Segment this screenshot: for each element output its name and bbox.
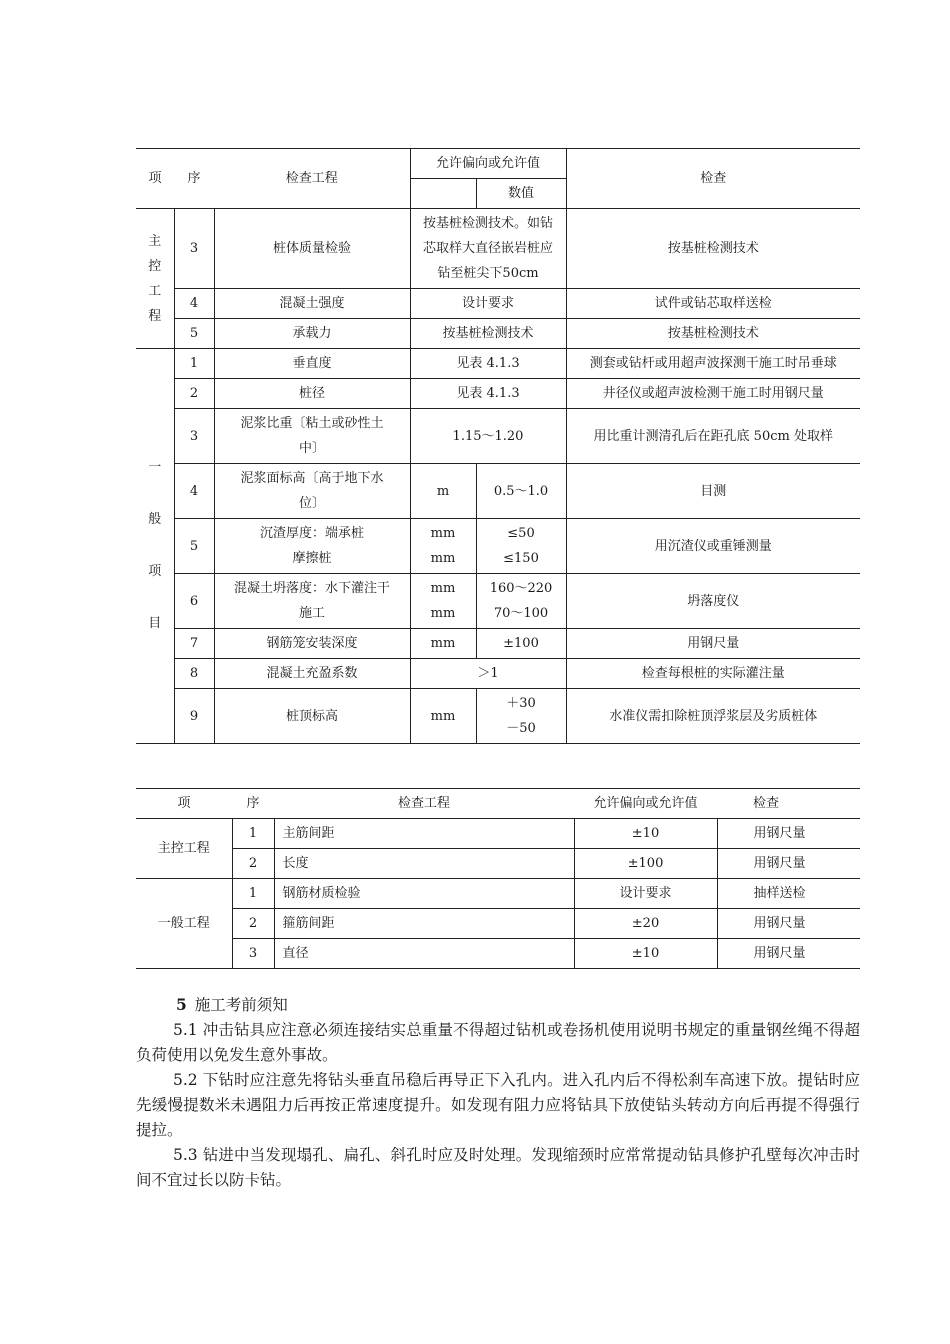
paragraph: 5.2 下钻时应注意先将钻头垂直吊稳后再导正下入孔内。进入孔内后不得松刹车高速下放。提钻时应先缓慢提数米未遇阻力后再按正常速度提升。如发现有阻力应将钻具下放使钻头转动方向后再提不得强行提拉。 (136, 1071, 860, 1139)
header-item: 项 (136, 149, 174, 209)
seq-cell: 1 (232, 819, 274, 849)
table-row (136, 464, 860, 519)
check-item-cell: 泥浆比重〔粘土或砂性土中〕 (214, 409, 410, 464)
check-item-cell: 长度 (274, 849, 574, 879)
check-item-cell: 桩体质量检验 (214, 209, 410, 289)
method-cell: 检查每根桩的实际灌注量 (566, 659, 860, 689)
method-cell: 用比重计测清孔后在距孔底 50cm 处取样 (566, 409, 860, 464)
rebar-cage-inspection-table (136, 788, 860, 969)
value-cell: ±100 (476, 629, 566, 659)
table-row (136, 209, 860, 289)
value-cell (476, 519, 566, 574)
method-cell: 用沉渣仪或重锤测量 (566, 519, 860, 574)
method-cell: 试件或钻芯取样送检 (566, 289, 860, 319)
value-line: ＋30 (506, 696, 536, 711)
allowance-cell: 见表 4.1.3 (410, 349, 566, 379)
seq-cell: 3 (174, 209, 214, 289)
method-cell: 水准仪需扣除桩顶浮浆层及劣质桩体 (566, 689, 860, 744)
table-row (136, 409, 860, 464)
seq-cell: 2 (232, 909, 274, 939)
header-unit-empty (410, 179, 476, 209)
table-row (136, 659, 860, 689)
main-group-label: 主控工程 (136, 209, 174, 349)
check-item-cell: 泥浆面标高〔高于地下水位〕 (214, 464, 410, 519)
check-item-cell: 钢筋材质检验 (274, 879, 574, 909)
table-row (136, 519, 860, 574)
header-check-item: 检查工程 (214, 149, 410, 209)
table-header-row (136, 149, 860, 179)
section-5 (136, 992, 860, 1193)
header-seq: 序 (232, 789, 274, 819)
header-check: 检查 (566, 149, 860, 209)
seq-cell: 5 (174, 519, 214, 574)
value-cell: 0.5～1.0 (476, 464, 566, 519)
unit-cell (410, 519, 476, 574)
section-number: 5 (176, 995, 187, 1014)
main-group-label: 主控工程 (136, 819, 232, 879)
table-row (136, 379, 860, 409)
header-check-item: 检查工程 (274, 789, 574, 819)
allowance-cell: 按基桩检测技术。如钻芯取样大直径嵌岩桩应钻至桩尖下50cm (410, 209, 566, 289)
section-heading (136, 992, 860, 1018)
method-cell: 井径仪或超声波检测干施工时用钢尺量 (566, 379, 860, 409)
method-cell: 用钢尺量 (566, 629, 860, 659)
unit-line: mm (430, 551, 456, 566)
table-row (136, 879, 860, 909)
table-row (136, 289, 860, 319)
method-cell: 测套或钻杆或用超声波探测干施工时吊垂球 (566, 349, 860, 379)
check-item-cell: 主筋间距 (274, 819, 574, 849)
unit-cell: mm (410, 629, 476, 659)
method-cell: 按基桩检测技术 (566, 209, 860, 289)
allowance-cell: 1.15～1.20 (410, 409, 566, 464)
paragraph: 5.1 冲击钻具应注意必须连接结实总重量不得超过钻机或卷扬机使用说明书规定的重量钢丝绳不得超负荷使用以免发生意外事故。 (136, 1021, 860, 1064)
table-row (136, 349, 860, 379)
seq-cell: 5 (174, 319, 214, 349)
general-group-label: 一般工程 (136, 879, 232, 969)
table-row (136, 939, 860, 969)
section-title: 施工考前须知 (194, 996, 288, 1014)
unit-line: mm (430, 526, 456, 541)
table-row (136, 689, 860, 744)
table-row (136, 629, 860, 659)
unit-cell (410, 574, 476, 629)
value-line: －50 (506, 721, 536, 736)
allowance-cell: ±10 (574, 939, 717, 969)
header-value: 数值 (476, 179, 566, 209)
header-item: 项 (136, 789, 232, 819)
table-row (136, 849, 860, 879)
check-item-cell: 钢筋笼安装深度 (214, 629, 410, 659)
pile-inspection-table (136, 148, 860, 744)
value-line: 160～220 (489, 581, 553, 596)
header-seq: 序 (174, 149, 214, 209)
table-row (136, 574, 860, 629)
value-cell (476, 574, 566, 629)
value-line: 70～100 (493, 606, 549, 621)
allowance-cell: ±20 (574, 909, 717, 939)
check-item-cell: 垂直度 (214, 349, 410, 379)
check-item-cell: 直径 (274, 939, 574, 969)
general-group-label: 一般项目 (136, 349, 174, 744)
seq-cell: 4 (174, 464, 214, 519)
seq-cell: 6 (174, 574, 214, 629)
value-cell (476, 689, 566, 744)
check-item-cell: 箍筋间距 (274, 909, 574, 939)
check-item-cell: 承载力 (214, 319, 410, 349)
allowance-cell: 按基桩检测技术 (410, 319, 566, 349)
item-line: 摩擦桩 (292, 551, 332, 566)
method-cell: 用钢尺量 (717, 819, 860, 849)
allowance-cell: 设计要求 (574, 879, 717, 909)
table-row (136, 319, 860, 349)
check-item-cell: 混凝土充盈系数 (214, 659, 410, 689)
allowance-cell: ＞1 (410, 659, 566, 689)
check-item-cell (214, 519, 410, 574)
unit-line: mm (430, 581, 456, 596)
method-cell: 按基桩检测技术 (566, 319, 860, 349)
seq-cell: 3 (232, 939, 274, 969)
seq-cell: 2 (232, 849, 274, 879)
header-allowance: 允许偏向或允许值 (410, 149, 566, 179)
check-item-cell: 桩径 (214, 379, 410, 409)
item-line: 沉渣厚度：端承桩 (259, 526, 364, 541)
seq-cell: 8 (174, 659, 214, 689)
value-line: ≤150 (503, 551, 539, 566)
value-line: ≤50 (507, 526, 535, 541)
check-item-cell: 混凝土强度 (214, 289, 410, 319)
seq-cell: 9 (174, 689, 214, 744)
seq-cell: 1 (174, 349, 214, 379)
method-cell: 目测 (566, 464, 860, 519)
seq-cell: 1 (232, 879, 274, 909)
seq-cell: 7 (174, 629, 214, 659)
method-cell: 用钢尺量 (717, 849, 860, 879)
table-header-row (136, 789, 860, 819)
allowance-cell: 见表 4.1.3 (410, 379, 566, 409)
header-check: 检查 (717, 789, 860, 819)
allowance-cell: ±10 (574, 819, 717, 849)
unit-line: mm (430, 606, 456, 621)
unit-cell: m (410, 464, 476, 519)
seq-cell: 3 (174, 409, 214, 464)
check-item-cell: 桩顶标高 (214, 689, 410, 744)
method-cell: 用钢尺量 (717, 939, 860, 969)
paragraph: 5.3 钻进中当发现塌孔、扁孔、斜孔时应及时处理。发现缩颈时应常常提动钻具修护孔壁每次冲击时间不宜过长以防卡钻。 (136, 1146, 860, 1189)
table-row (136, 909, 860, 939)
seq-cell: 4 (174, 289, 214, 319)
method-cell: 用钢尺量 (717, 909, 860, 939)
table-row (136, 819, 860, 849)
allowance-cell: ±100 (574, 849, 717, 879)
unit-cell: mm (410, 689, 476, 744)
header-allowance: 允许偏向或允许值 (574, 789, 717, 819)
check-item-cell: 混凝土坍落度：水下灌注干施工 (214, 574, 410, 629)
method-cell: 坍落度仪 (566, 574, 860, 629)
method-cell: 抽样送检 (717, 879, 860, 909)
seq-cell: 2 (174, 379, 214, 409)
allowance-cell: 设计要求 (410, 289, 566, 319)
